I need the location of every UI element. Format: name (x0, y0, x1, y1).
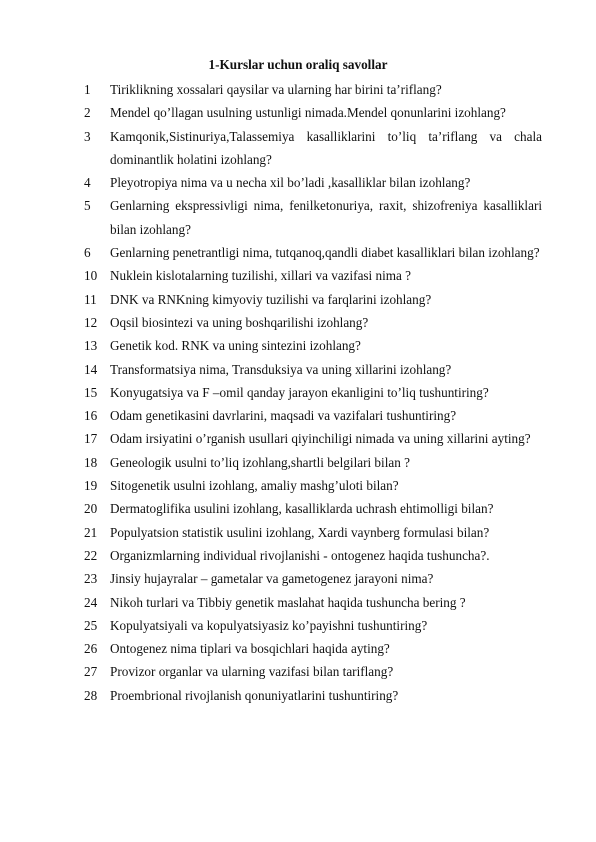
question-text: Geneologik usulni to’liq izohlang,shartli belgilari bilan ? (110, 454, 410, 470)
question-text: Ontogenez nima tiplari va bosqichlari haqida ayting? (110, 641, 390, 657)
question-number: 20 (84, 501, 98, 517)
question-list (84, 78, 542, 707)
question-number: 12 (84, 314, 98, 330)
question-item (84, 334, 542, 357)
question-item (84, 125, 542, 172)
question-text: Tiriklikning xossalari qaysilar va ularning har birini ta’riflang? (110, 82, 442, 97)
question-number: 22 (84, 547, 98, 563)
question-item (84, 288, 542, 311)
question-text: Nuklein kislotalarning tuzilishi, xillari va vazifasi nima ? (110, 268, 412, 284)
question-text: Genlarning penetrantligi nima, tutqanoq,qandli diabet kasalliklari bilan izohlang? (110, 245, 540, 261)
question-item (84, 497, 542, 520)
question-item (84, 521, 542, 544)
question-text: Kamqonik,Sistinuriya,Talassemiya kasalliklarini to’liq ta’riflang va chala dominantlik holatini izohlang? (110, 128, 542, 167)
question-text: Kopulyatsiyali va kopulyatsiyasiz ko’payishni tushuntiring? (110, 617, 428, 633)
question-text: Provizor organlar va ularning vazifasi bilan tariflang? (110, 664, 394, 680)
question-item (84, 78, 542, 101)
question-text: Transformatsiya nima, Transduksiya va uning xillarini izohlang? (110, 361, 452, 377)
question-number: 17 (84, 431, 98, 447)
question-number: 14 (84, 361, 98, 377)
question-number: 4 (84, 175, 91, 191)
question-item (84, 381, 542, 404)
question-text: Pleyotropiya nima va u necha xil bo’ladi ,kasalliklar bilan izohlang? (110, 175, 471, 191)
question-number: 13 (84, 338, 98, 354)
question-item (84, 194, 542, 241)
question-text: Oqsil biosintezi va uning boshqarilishi izohlang? (110, 314, 369, 330)
question-item (84, 544, 542, 567)
question-item (84, 637, 542, 660)
question-item (84, 241, 542, 264)
question-number: 18 (84, 454, 98, 470)
question-number: 11 (84, 291, 97, 307)
question-number: 28 (84, 687, 98, 703)
question-number: 15 (84, 384, 98, 400)
question-number: 24 (84, 594, 98, 610)
question-text: Organizmlarning individual rivojlanishi - ontogenez haqida tushuncha?. (110, 547, 490, 563)
question-number: 27 (84, 664, 98, 680)
question-item (84, 427, 542, 450)
question-number: 3 (84, 128, 91, 144)
question-item (84, 684, 542, 707)
question-item (84, 171, 542, 194)
question-text: Konyugatsiya va F –omil qanday jarayon ekanligini to’liq tushuntiring? (110, 384, 489, 400)
question-text: Genlarning ekspressivligi nima, fenilketonuriya, raxit, shizofreniya kasalliklari bilan izohlang? (110, 198, 542, 237)
question-item (84, 614, 542, 637)
question-number: 21 (84, 524, 98, 540)
document-title: 1-Kurslar uchun oraliq savollar (208, 57, 388, 72)
question-text: Genetik kod. RNK va uning sintezini izohlang? (110, 338, 361, 354)
question-number: 6 (84, 245, 91, 261)
question-text: Jinsiy hujayralar – gametalar va gametogenez jarayoni nima? (110, 571, 434, 587)
question-item (84, 451, 542, 474)
question-number: 25 (84, 617, 98, 633)
question-number: 23 (84, 571, 98, 587)
question-text: Dermatoglifika usulini izohlang, kasalliklarda uchrash ehtimolligi bilan? (110, 501, 494, 517)
question-text: Odam irsiyatini o’rganish usullari qiyinchiligi nimada va uning xillarini ayting? (110, 431, 531, 447)
question-item (84, 358, 542, 381)
question-number: 1 (84, 82, 91, 97)
question-number: 10 (84, 268, 98, 284)
question-item (84, 311, 542, 334)
question-item (84, 474, 542, 497)
question-number: 26 (84, 641, 98, 657)
question-text: DNK va RNKning kimyoviy tuzilishi va farqlarini izohlang? (110, 291, 432, 307)
question-text: Mendel qo’llagan usulning ustunligi nimada.Mendel qonunlarini izohlang? (110, 105, 506, 121)
question-text: Nikoh turlari va Tibbiy genetik maslahat haqida tushuncha bering ? (110, 594, 466, 610)
question-item (84, 660, 542, 683)
question-item (84, 101, 542, 124)
question-item (84, 591, 542, 614)
question-text: Proembrional rivojlanish qonuniyatlarini tushuntiring? (110, 687, 399, 703)
question-number: 16 (84, 408, 98, 424)
question-number: 5 (84, 198, 91, 214)
question-text: Populyatsion statistik usulini izohlang, Xardi vaynberg formulasi bilan? (110, 524, 490, 540)
question-item (84, 567, 542, 590)
question-number: 19 (84, 478, 98, 494)
question-number: 2 (84, 105, 91, 121)
question-item (84, 264, 542, 287)
question-text: Odam genetikasini davrlarini, maqsadi va vazifalari tushuntiring? (110, 408, 457, 424)
question-item (84, 404, 542, 427)
question-text: Sitogenetik usulni izohlang, amaliy mashg’uloti bilan? (110, 478, 399, 494)
